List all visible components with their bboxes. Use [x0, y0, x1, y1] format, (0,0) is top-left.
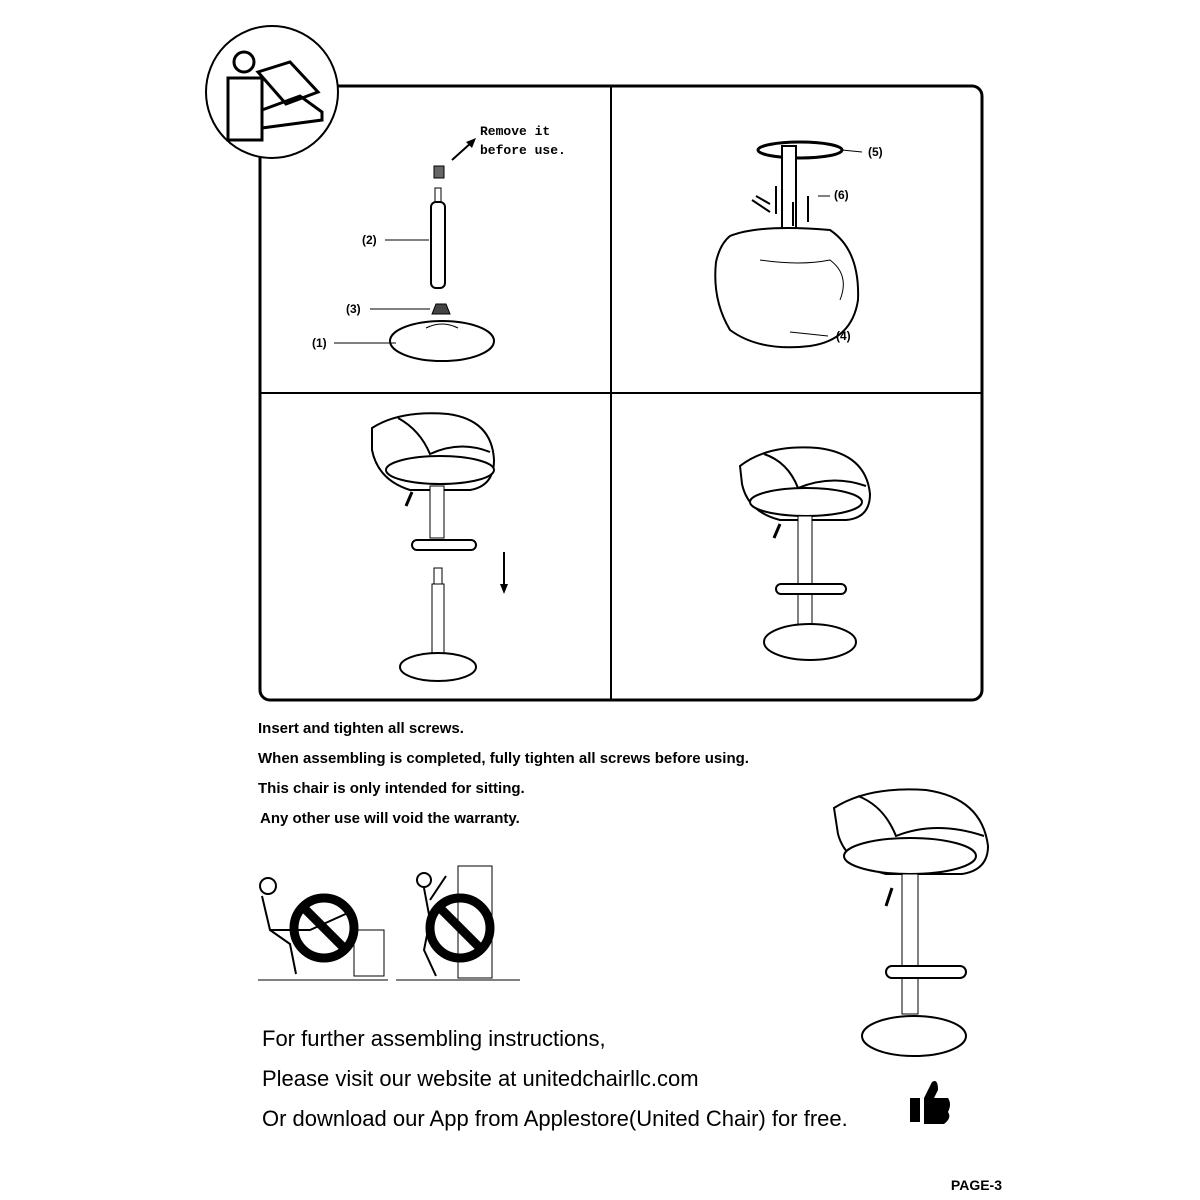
instruction-line: Any other use will void the warranty.: [260, 810, 520, 827]
bar-stool-illustration: [834, 789, 988, 1056]
instruction-line: Insert and tighten all screws.: [258, 720, 464, 737]
protective-cap: [434, 166, 444, 178]
page-label: PAGE-3: [950, 1177, 1002, 1193]
footrest-ring: [758, 142, 842, 158]
manual-reading-icon: [206, 26, 338, 158]
callout-base: (1): [312, 336, 327, 350]
no-climbing-icon: [396, 866, 520, 980]
panel-2-seat-assembly: [715, 142, 862, 347]
gas-lift-pin: [435, 188, 441, 202]
instruction-line: When assembling is completed, fully tighten all screws before using.: [258, 750, 749, 767]
gas-lift: [431, 202, 445, 288]
cap-ring: [432, 304, 450, 314]
panel-3-insert-lift: [372, 413, 508, 681]
footer-line: Or download our App from Applestore(United Chair) for free.: [262, 1106, 848, 1131]
thumbs-up-icon: [910, 1081, 950, 1124]
footer-line: Please visit our website at unitedchairllc.com: [262, 1066, 699, 1091]
panel-1-base-assembly: [334, 138, 494, 361]
instruction-line: This chair is only intended for sitting.: [258, 780, 525, 797]
callout-seat: (4): [836, 329, 851, 343]
callout-gas-lift: (2): [362, 233, 377, 247]
panel-4-assembled-chair: [740, 447, 870, 660]
callout-footrest: (5): [868, 145, 883, 159]
chair-base: [390, 321, 494, 361]
remove-note-line1: Remove it: [480, 124, 551, 139]
remove-note-line2: before use.: [480, 143, 566, 158]
no-feet-on-furniture-icon: [258, 878, 388, 980]
callout-screws: (6): [834, 188, 849, 202]
footer-line: For further assembling instructions,: [262, 1026, 606, 1051]
callout-cap: (3): [346, 302, 361, 316]
